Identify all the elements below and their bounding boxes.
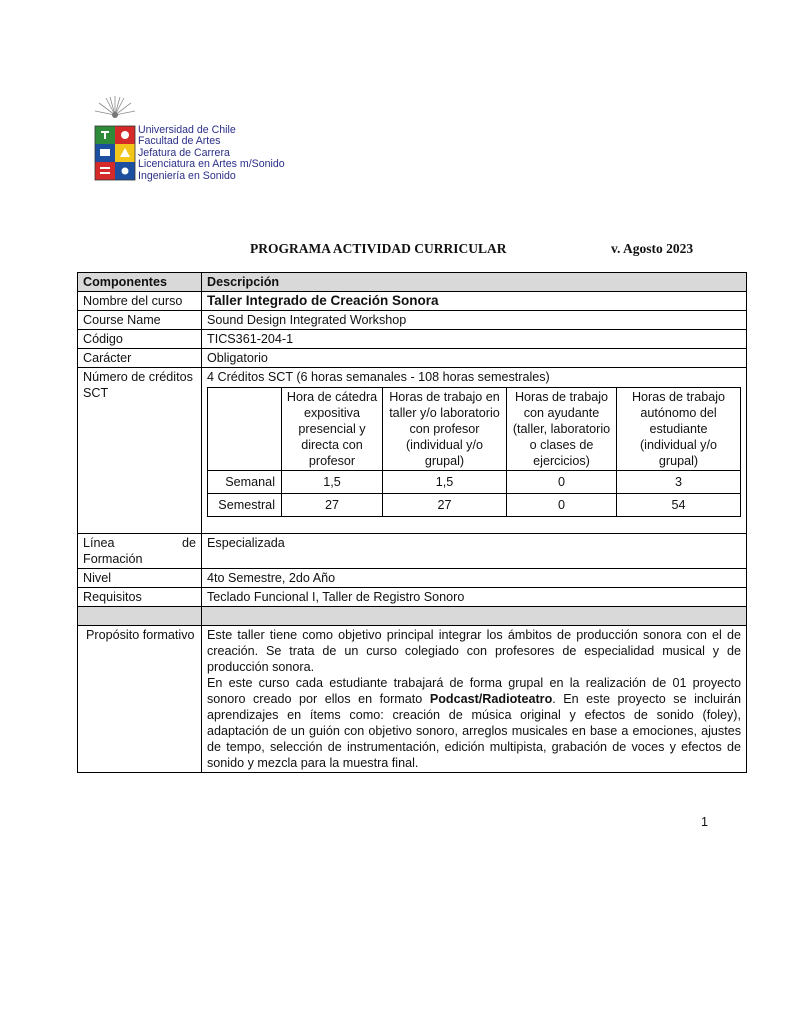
formative-purpose [202,626,747,773]
table-row [78,534,747,569]
table-header-row [78,273,747,292]
row-label: Nivel [78,569,202,588]
document-version: v. Agosto 2023 [611,241,694,256]
hours-corner-cell [208,388,282,471]
hours-table [207,387,741,517]
credits-cell [202,368,747,534]
hours-value: 0 [507,471,617,494]
table-row [78,330,747,349]
row-label: Propósito formativo [78,626,202,773]
hours-row-semanal [208,471,741,494]
purpose-paragraph [207,675,741,771]
table-row [78,569,747,588]
table-row [78,311,747,330]
course-character: Obligatorio [202,349,747,368]
row-label-part: Línea [83,536,115,550]
hours-header: Hora de cátedra expositiva presencial y directa con profesor [282,388,383,471]
row-label: Número de créditos SCT [78,368,202,534]
purpose-format-emphasis: Podcast/Radioteatro [429,692,553,706]
hours-value: 27 [383,494,507,517]
training-line: Especializada [202,534,747,569]
university-seal-icon [92,95,138,187]
header-components: Componentes [78,273,202,292]
curriculum-table [77,272,747,773]
header-description: Descripción [202,273,747,292]
institution-line: Jefatura de Carrera [138,146,230,159]
table-row [78,626,747,773]
institution-line: Ingeniería en Sonido [138,169,236,182]
row-label: Código [78,330,202,349]
purpose-text: En este curso cada estudiante trabajará de forma grupal en la realización de 01 proyecto sonoro creado por ellos en formato [207,676,741,706]
purpose-paragraph: Este taller tiene como objetivo principal integrar los ámbitos de producción sonora con el de creación. Se trata de un curso colegiado con profesores de especialidad musical y de producción sonora. [207,628,741,674]
row-label-part: de [181,536,196,550]
table-row [78,588,747,607]
table-row [78,349,747,368]
hours-value: 0 [507,494,617,517]
row-label [78,534,202,569]
institution-line: Universidad de Chile [138,124,236,136]
table-spacer-row [78,607,747,626]
row-label: Requisitos [78,588,202,607]
course-requirements: Teclado Funcional I, Taller de Registro Sonoro [202,588,747,607]
row-label: Carácter [78,349,202,368]
table-row [78,368,747,534]
hours-value: 27 [282,494,383,517]
university-logo [92,95,292,187]
hours-header: Horas de trabajo autónomo del estudiante (individual y/o grupal) [617,388,741,471]
hours-value: 1,5 [282,471,383,494]
hours-header-row [208,388,741,471]
hours-value: 3 [617,471,741,494]
document-title: PROGRAMA ACTIVIDAD CURRICULAR [250,241,507,256]
institution-line: Facultad de Artes [138,135,221,148]
row-label-part: Formación [83,552,143,566]
row-label: Course Name [78,311,202,330]
hours-header: Horas de trabajo en taller y/o laboratorio con profesor (individual y/o grupal) [383,388,507,471]
institution-name-block [138,125,285,182]
hours-row-label: Semestral [208,494,282,517]
table-row [78,292,747,311]
hours-value: 54 [617,494,741,517]
hours-value: 1,5 [383,471,507,494]
hours-row-label: Semanal [208,471,282,494]
hours-header: Horas de trabajo con ayudante (taller, laboratorio o clases de ejercicios) [507,388,617,471]
course-name-english: Sound Design Integrated Workshop [202,311,747,330]
hours-row-semestral [208,494,741,517]
course-code: TICS361-204-1 [202,330,747,349]
row-label: Nombre del curso [78,292,202,311]
credits-summary: 4 Créditos SCT (6 horas semanales - 108 horas semestrales) [207,370,550,384]
page-number: 1 [701,815,709,829]
institution-line: Licenciatura en Artes m/Sonido [138,158,285,171]
course-level: 4to Semestre, 2do Año [202,569,747,588]
purpose-text: . En este proyecto se incluirán aprendizajes en ítems como: creación de música original y efectos de sonido (foley), adaptación de un guión con objetivo sonoro, arreglos musicales en base a emociones, ajustes de tempo, selección de instrumentación, edición multipista, grabación de voces y efectos de sonido y mezcla para la muestra final. [207,692,741,770]
course-title: Taller Integrado de Creación Sonora [202,292,747,311]
